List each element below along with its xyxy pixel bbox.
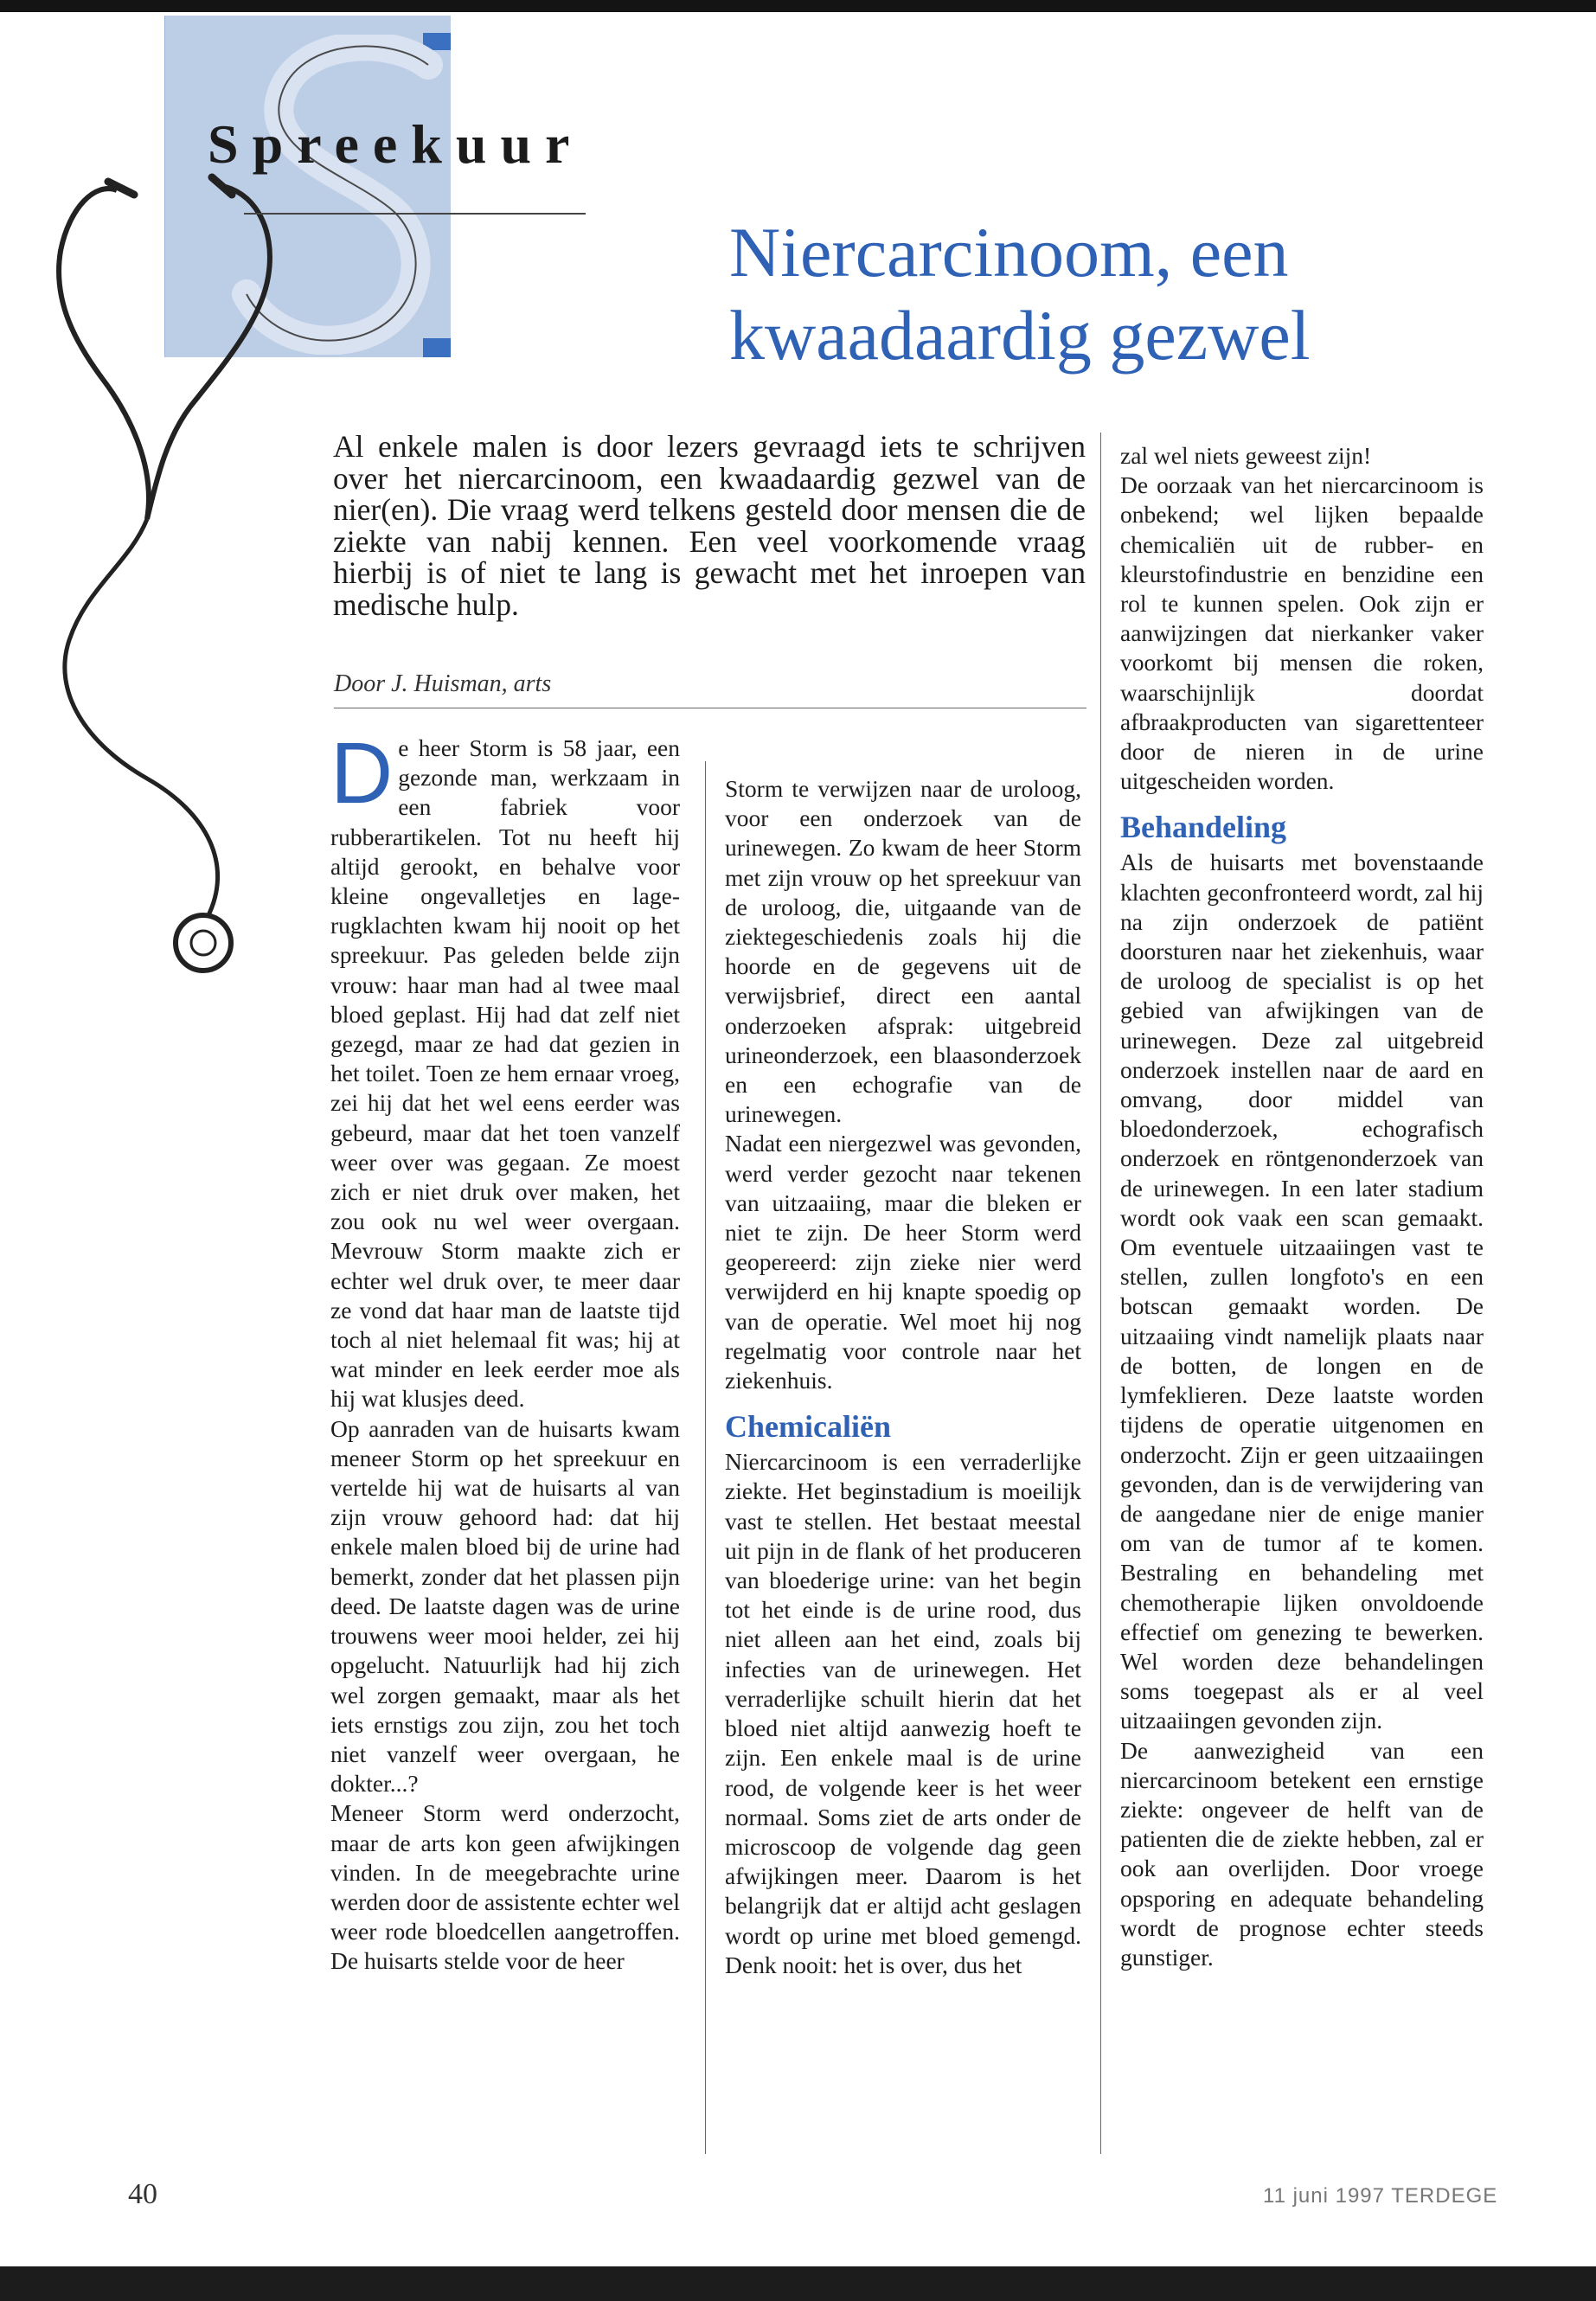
- scan-border-top: [0, 0, 1596, 12]
- paragraph: Niercarcinoom is een verraderlijke ziekte. Het beginstadium is moeilijk vast te stellen. Het bestaat meestal uit pijn in de flank of het produceren van bloederige urine: van het begin tot het einde is de urine rood, dus niet alleen aan het eind, zoals bij infecties van de urinewegen. Het verraderlijke schuilt hierin dat het bloed niet altijd aanwezig hoeft te zijn. Een enkele maal is de urine rood, de volgende keer is het weer normaal. Soms ziet de arts onder de microscoop de volgende dag geen afwijkingen meer. Daarom is het belangrijk dat er altijd acht geslagen wordt op urine met bloed gemengd. Denk nooit: het is over, dus het: [725, 1448, 1081, 1978]
- paragraph: Als de huisarts met bovenstaande klachten geconfronteerd wordt, zal hij na zijn onderzoek de patiënt doorsturen naar het ziekenhuis, waar de uroloog de specialist is op het gebied van afwijkingen van de urinewegen. Deze zal uitgebreid onderzoek instellen naar de aard en omvang, door middel van bloedonderzoek, echografisch onderzoek en röntgenonderzoek van de urinewegen. In een later stadium wordt ook vaak een scan gemaakt. Om eventuele uitzaaiingen vast te stellen, zullen longfoto's en een botscan gemaakt worden. De uitzaaiing vindt namelijk plaats naar de botten, de longen en de lymfeklieren. Deze laatste worden tijdens de operatie uitgenomen en onderzocht. Zijn er geen uitzaaiingen gevonden, dan is de verwijdering van de aangedane nier de enige manier om van de tumor af te komen. Bestraling en behandeling met chemotherapie lijken onvoldoende effectief om genezing te bewerken. Wel worden deze behandelingen soms toegepast als er al veel uitzaaiingen gevonden zijn.: [1120, 849, 1484, 1734]
- paragraph-text: e heer Storm is 58 jaar, een gezonde man, werkzaam in een fabriek voor rubberartikelen. Tot nu heeft hij altijd gerookt, en behalve voor kleine ongevalletjes en lage-rugklachten kwam hij nooit op het spreekuur. Pas geleden belde zijn vrouw: haar man had al twee maal bloed geplast. Hij had dat zelf niet gezegd, maar ze had dat gezien in het toilet. Toen ze hem ernaar vroeg, zei hij dat het wel eens eerder was gebeurd, maar dat het toen vanzelf weer over was gegaan. Ze moest zich er niet druk over maken, het zou ook nu wel weer overgaan. Mevrouw Storm maakte zich er echter wel druk over, te meer daar ze vond dat haar man de laatste tijd toch al niet helemaal fit was; hij at wat minder en leek eerder moe als hij wat klusjes deed.: [330, 734, 680, 1413]
- drop-cap: D: [330, 725, 394, 822]
- scan-border-bottom: [0, 2266, 1596, 2301]
- paragraph: Meneer Storm werd onderzocht, maar de arts kon geen afwijkingen vinden. In de meegebrachte urine werden door de assistente echter wel weer rode bloedcellen aangetroffen. De huisarts stelde voor de heer: [330, 1799, 680, 1975]
- section-title: Spreekuur: [208, 113, 584, 175]
- article-lead: Al enkele malen is door lezers gevraagd iets te schrijven over het niercarcinoom, een kwaadaardig gezwel van de nier(en). Die vraag werd telkens gesteld door mensen die de ziekte van nabij kennen. Een veel voorkomende vraag hierbij is of niet te lang is gewacht met het inroepen van medische hulp.: [333, 429, 1086, 622]
- publication-footer: 11 juni 1997 TERDEGE: [1263, 2184, 1498, 2208]
- section-title-rule: [244, 213, 586, 215]
- article-column-2: [725, 774, 1081, 1980]
- column-divider-1: [705, 761, 706, 2154]
- stethoscope-illustration: [35, 156, 320, 1012]
- paragraph: zal wel niets geweest zijn!: [1120, 442, 1372, 469]
- paragraph: Nadat een niergezwel was gevonden, werd verder gezocht naar tekenen van uitzaaiing, maar die bleken er niet te zijn. De heer Storm werd geopereerd: zijn zieke nier werd verwijderd en hij knapte spoedig op van de operatie. Wel moet hij nog regelmatig voor controle naar het ziekenhuis.: [725, 1130, 1081, 1394]
- paragraph: De oorzaak van het niercarcinoom is onbekend; wel lijken bepaalde chemicaliën uit de rubber- en kleurstofindustrie en benzidine een rol te kunnen spelen. Ook zijn er aanwijzingen dat nierkanker vaker voorkomt bij mensen die roken, waarschijnlijk doordat afbraakproducten van sigarettenteer door de nieren in de urine uitgescheiden worden.: [1120, 471, 1484, 795]
- paragraph: De aanwezigheid van een niercarcinoom betekent een ernstige ziekte: ongeveer de helft van de patienten die de ziekte hebben, zal er ook aan overlijden. Door vroege opsporing en adequate behandeling wordt de prognose echter steeds gunstiger.: [1120, 1736, 1484, 1971]
- column-divider-2: [1100, 433, 1101, 2154]
- subheading-behandeling: Behandeling: [1120, 810, 1287, 845]
- paragraph: Op aanraden van de huisarts kwam meneer Storm op het spreekuur en vertelde hij wat de huisarts al van zijn vrouw gehoord had: dat hij enkele malen bloed bij de urine had bemerkt, zonder dat het plassen pijn deed. De laatste dagen was de urine trouwens weer mooi helder, zei hij opgelucht. Natuurlijk had hij zich wel zorgen gemaakt, maar als het iets ernstigs zou zijn, zou het toch niet vanzelf weer overgaan, he dokter...?: [330, 1414, 680, 1798]
- article-byline: Door J. Huisman, arts: [334, 670, 552, 697]
- paragraph: [330, 725, 680, 1414]
- article-column-3: [1120, 441, 1484, 1972]
- article-headline: Niercarcinoom, een kwaadaardig gezwel: [729, 213, 1311, 375]
- subheading-chemicalien: Chemicaliën: [725, 1409, 891, 1445]
- page-number: 40: [128, 2178, 157, 2210]
- paragraph: Storm te verwijzen naar de uroloog, voor een onderzoek van de urinewegen. Zo kwam de heer Storm met zijn vrouw op het spreekuur van de uroloog, die, uitgaande van de ziektegeschiedenis zoals hij die hoorde en de gegevens uit de verwijsbrief, direct een aantal onderzoeken afsprak: uitgebreid urineonderzoek, een blaasonderzoek en een echografie van de urinewegen.: [725, 775, 1081, 1128]
- article-column-1: [330, 725, 680, 1977]
